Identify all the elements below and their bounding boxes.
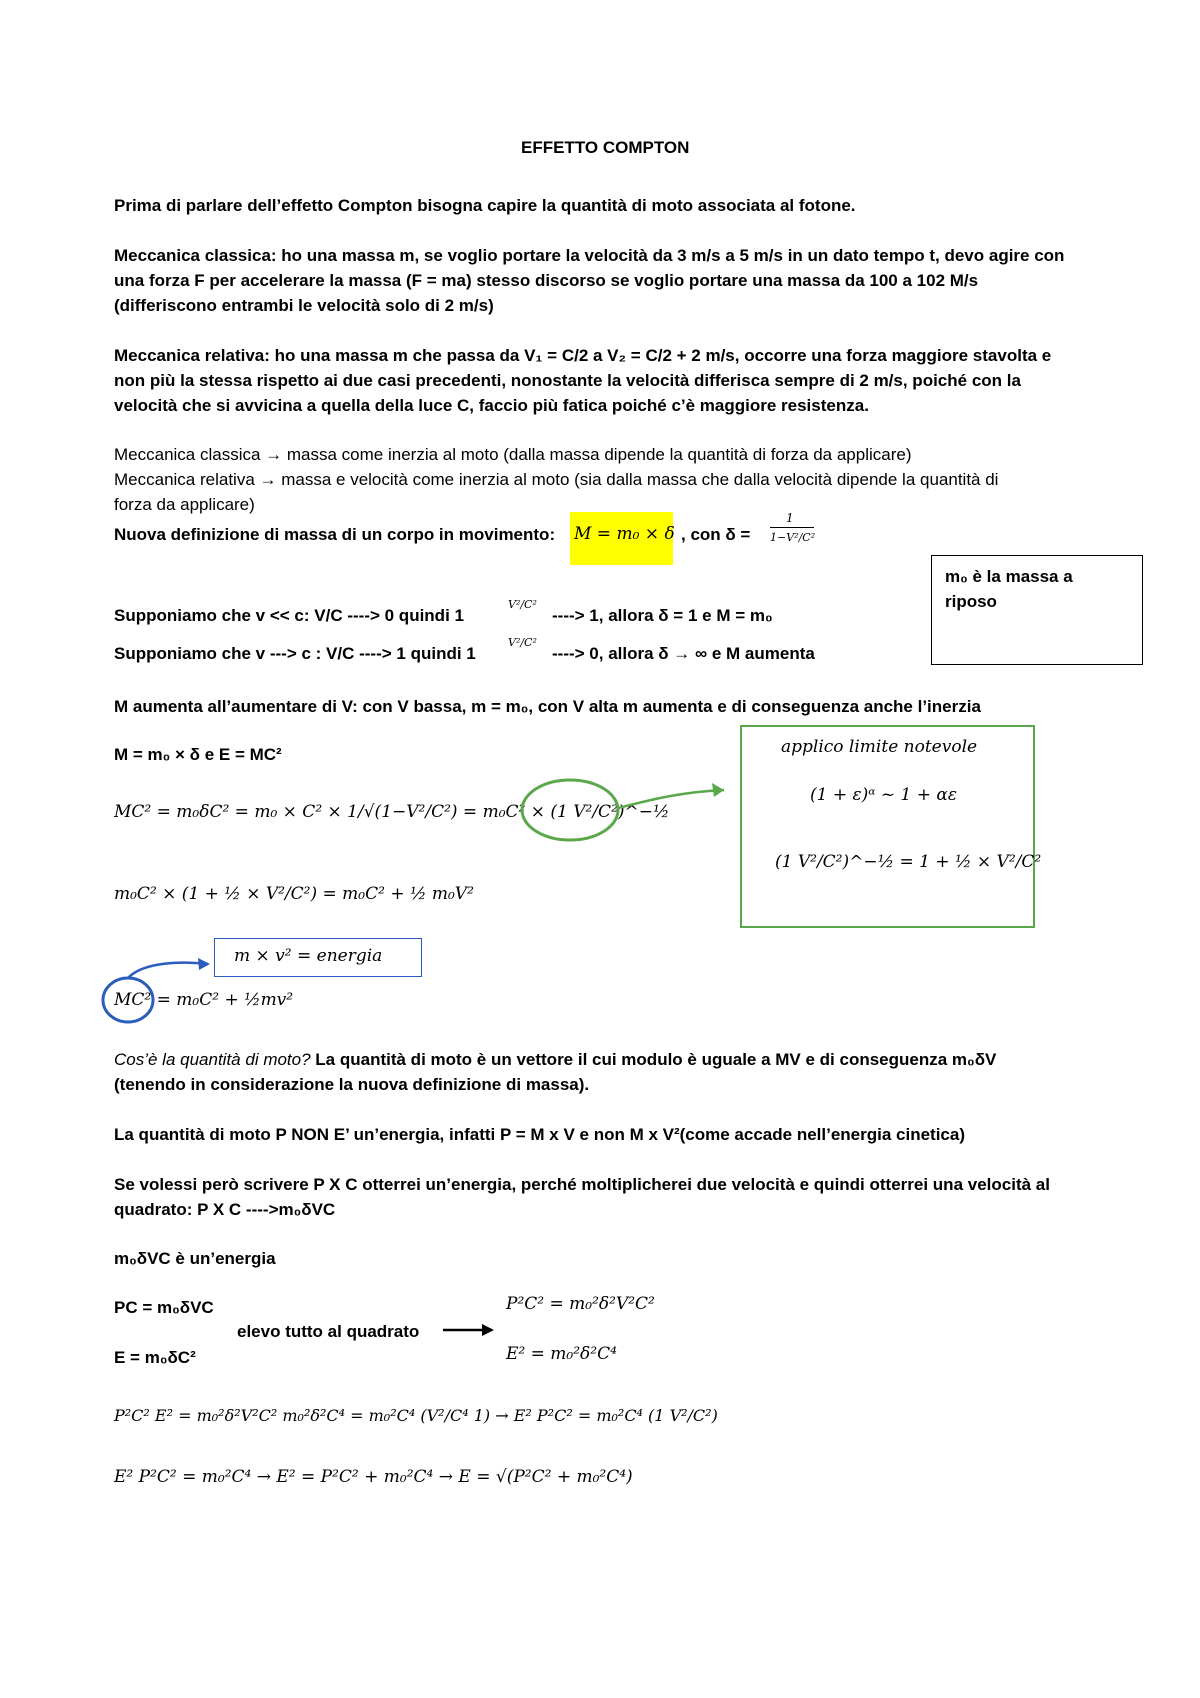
blue-circle-annotation: [103, 978, 153, 1022]
blue-arrow-head: [198, 958, 210, 970]
relativa-line-1: Meccanica relativa: ho una massa m che passa da V₁ = C/2 a V₂ = C/2 + 2 m/s, occorre una forza maggiore stavolta e: [114, 346, 1052, 365]
note-line-1: m₀ è la massa a: [945, 567, 1073, 586]
equation-2: MC² = m₀δC² = m₀ × C² × 1/√(1−V²/C²) = m₀C² × (1 V²/C²)^−½: [114, 802, 670, 822]
equation-6: E² P²C² = m₀²C⁴ → E² = P²C² + m₀²C⁴ → E = √(P²C² + m₀²C⁴): [114, 1467, 633, 1487]
suppose-2-a: Supponiamo che v ---> c : V/C ----> 1 quindi 1: [114, 644, 476, 663]
page-title: EFFETTO COMPTON: [521, 138, 690, 157]
inerzia-line-1: Meccanica classica → massa come inerzia al moto (dalla massa dipende la quantità di forza da applicare): [114, 445, 912, 464]
green-arrow-head: [712, 783, 724, 797]
note-line-2: riposo: [945, 592, 997, 611]
classic-line-2: una forza F per accelerare la massa (F = ma) stesso discorso se voglio portare una massa da 100 a 102 M/s: [114, 271, 979, 290]
squared-2: E² = m₀²δ²C⁴: [506, 1344, 617, 1364]
classic-line-3: (differiscono entrambi le velocità solo di 2 m/s): [114, 296, 494, 315]
cos-e-rest: La quantità di moto è un vettore il cui modulo è uguale a MV e di conseguenza m₀δV: [310, 1050, 997, 1069]
nuova-def-label: Nuova definizione di massa di un corpo in movimento:: [114, 525, 556, 544]
nuova-def-con: , con δ =: [681, 525, 751, 544]
cos-e-question: Cos’è la quantità di moto?: [114, 1050, 311, 1069]
equation-1: M = m₀ × δ e E = MC²: [114, 745, 282, 764]
suppose-1-frac: V²/C²: [508, 598, 537, 611]
suppose-1-a: Supponiamo che v << c: V/C ----> 0 quindi 1: [114, 606, 464, 625]
limite-title: applico limite notevole: [781, 737, 978, 757]
limite-line-1: (1 + ε)ᵅ ~ 1 + αε: [810, 785, 958, 805]
frac-numerator: 1: [786, 511, 794, 525]
se-volessi-line-2: quadrato: P X C ---->m₀δVC: [114, 1200, 336, 1219]
non-energia-text: La quantità di moto P NON E’ un’energia, infatti P = M x V e non M x V²(come accade nell’energia cinetica): [114, 1125, 965, 1144]
equation-5: P²C² E² = m₀²δ²V²C² m₀²δ²C⁴ = m₀²C⁴ (V²/C⁴ 1) → E² P²C² = m₀²C⁴ (1 V²/C²): [114, 1406, 718, 1425]
elevo-arrow-head: [482, 1324, 494, 1336]
energia-text: m × v² = energia: [234, 946, 383, 966]
tenendo-text: (tenendo in considerazione la nuova definizione di massa).: [114, 1075, 590, 1094]
inerzia-line-3: forza da applicare): [114, 495, 255, 514]
frac-denominator: 1−V²/C²: [770, 531, 816, 544]
relativa-line-3: velocità che si avvicina a quella della luce C, faccio più fatica poiché c’è maggiore resistenza.: [114, 396, 869, 415]
elevo-text: elevo tutto al quadrato: [237, 1322, 420, 1341]
inerzia-line-2: Meccanica relativa → massa e velocità come inerzia al moto (sia dalla massa che dalla velocità dipende la quantità di: [114, 470, 999, 489]
cos-e-line: [114, 1047, 996, 1072]
e-definition: E = m₀δC²: [114, 1348, 196, 1367]
green-circle-annotation: [522, 780, 618, 840]
un-energia-text: m₀δVC è un’energia: [114, 1249, 276, 1268]
equation-3: m₀C² × (1 + ½ × V²/C²) = m₀C² + ½ m₀V²: [114, 884, 474, 904]
intro-text: Prima di parlare dell’effetto Compton bisogna capire la quantità di moto associata al fotone.: [114, 196, 856, 215]
classic-line-1: Meccanica classica: ho una massa m, se voglio portare la velocità da 3 m/s a 5 m/s in un dato tempo t, devo agire con: [114, 246, 1065, 265]
suppose-2-c: ----> 0, allora δ → ∞ e M aumenta: [552, 644, 815, 663]
relativa-line-2: non più la stessa rispetto ai due casi precedenti, nonostante la velocità differisca sempre di 2 m/s, poiché con la: [114, 371, 1021, 390]
pc-definition: PC = m₀δVC: [114, 1298, 214, 1317]
m-aumenta-text: M aumenta all’aumentare di V: con V bassa, m = m₀, con V alta m aumenta e di conseguenza anche l’inerzia: [114, 697, 981, 716]
limite-line-2: (1 V²/C²)^−½ = 1 + ½ × V²/C²: [775, 852, 1042, 872]
green-arrow-annotation: [618, 790, 724, 808]
nuova-def-formula: M = m₀ × δ: [574, 524, 675, 544]
suppose-2-frac: V²/C²: [508, 636, 537, 649]
se-volessi-line-1: Se volessi però scrivere P X C otterrei un’energia, perché moltiplicherei due velocità e quindi otterrei una velocità al: [114, 1175, 1050, 1194]
blue-arrow-annotation: [128, 963, 208, 978]
squared-1: P²C² = m₀²δ²V²C²: [506, 1294, 655, 1314]
suppose-1-c: ----> 1, allora δ = 1 e M = m₀: [552, 606, 773, 625]
equation-4: MC² = m₀C² + ½mv²: [114, 990, 294, 1010]
